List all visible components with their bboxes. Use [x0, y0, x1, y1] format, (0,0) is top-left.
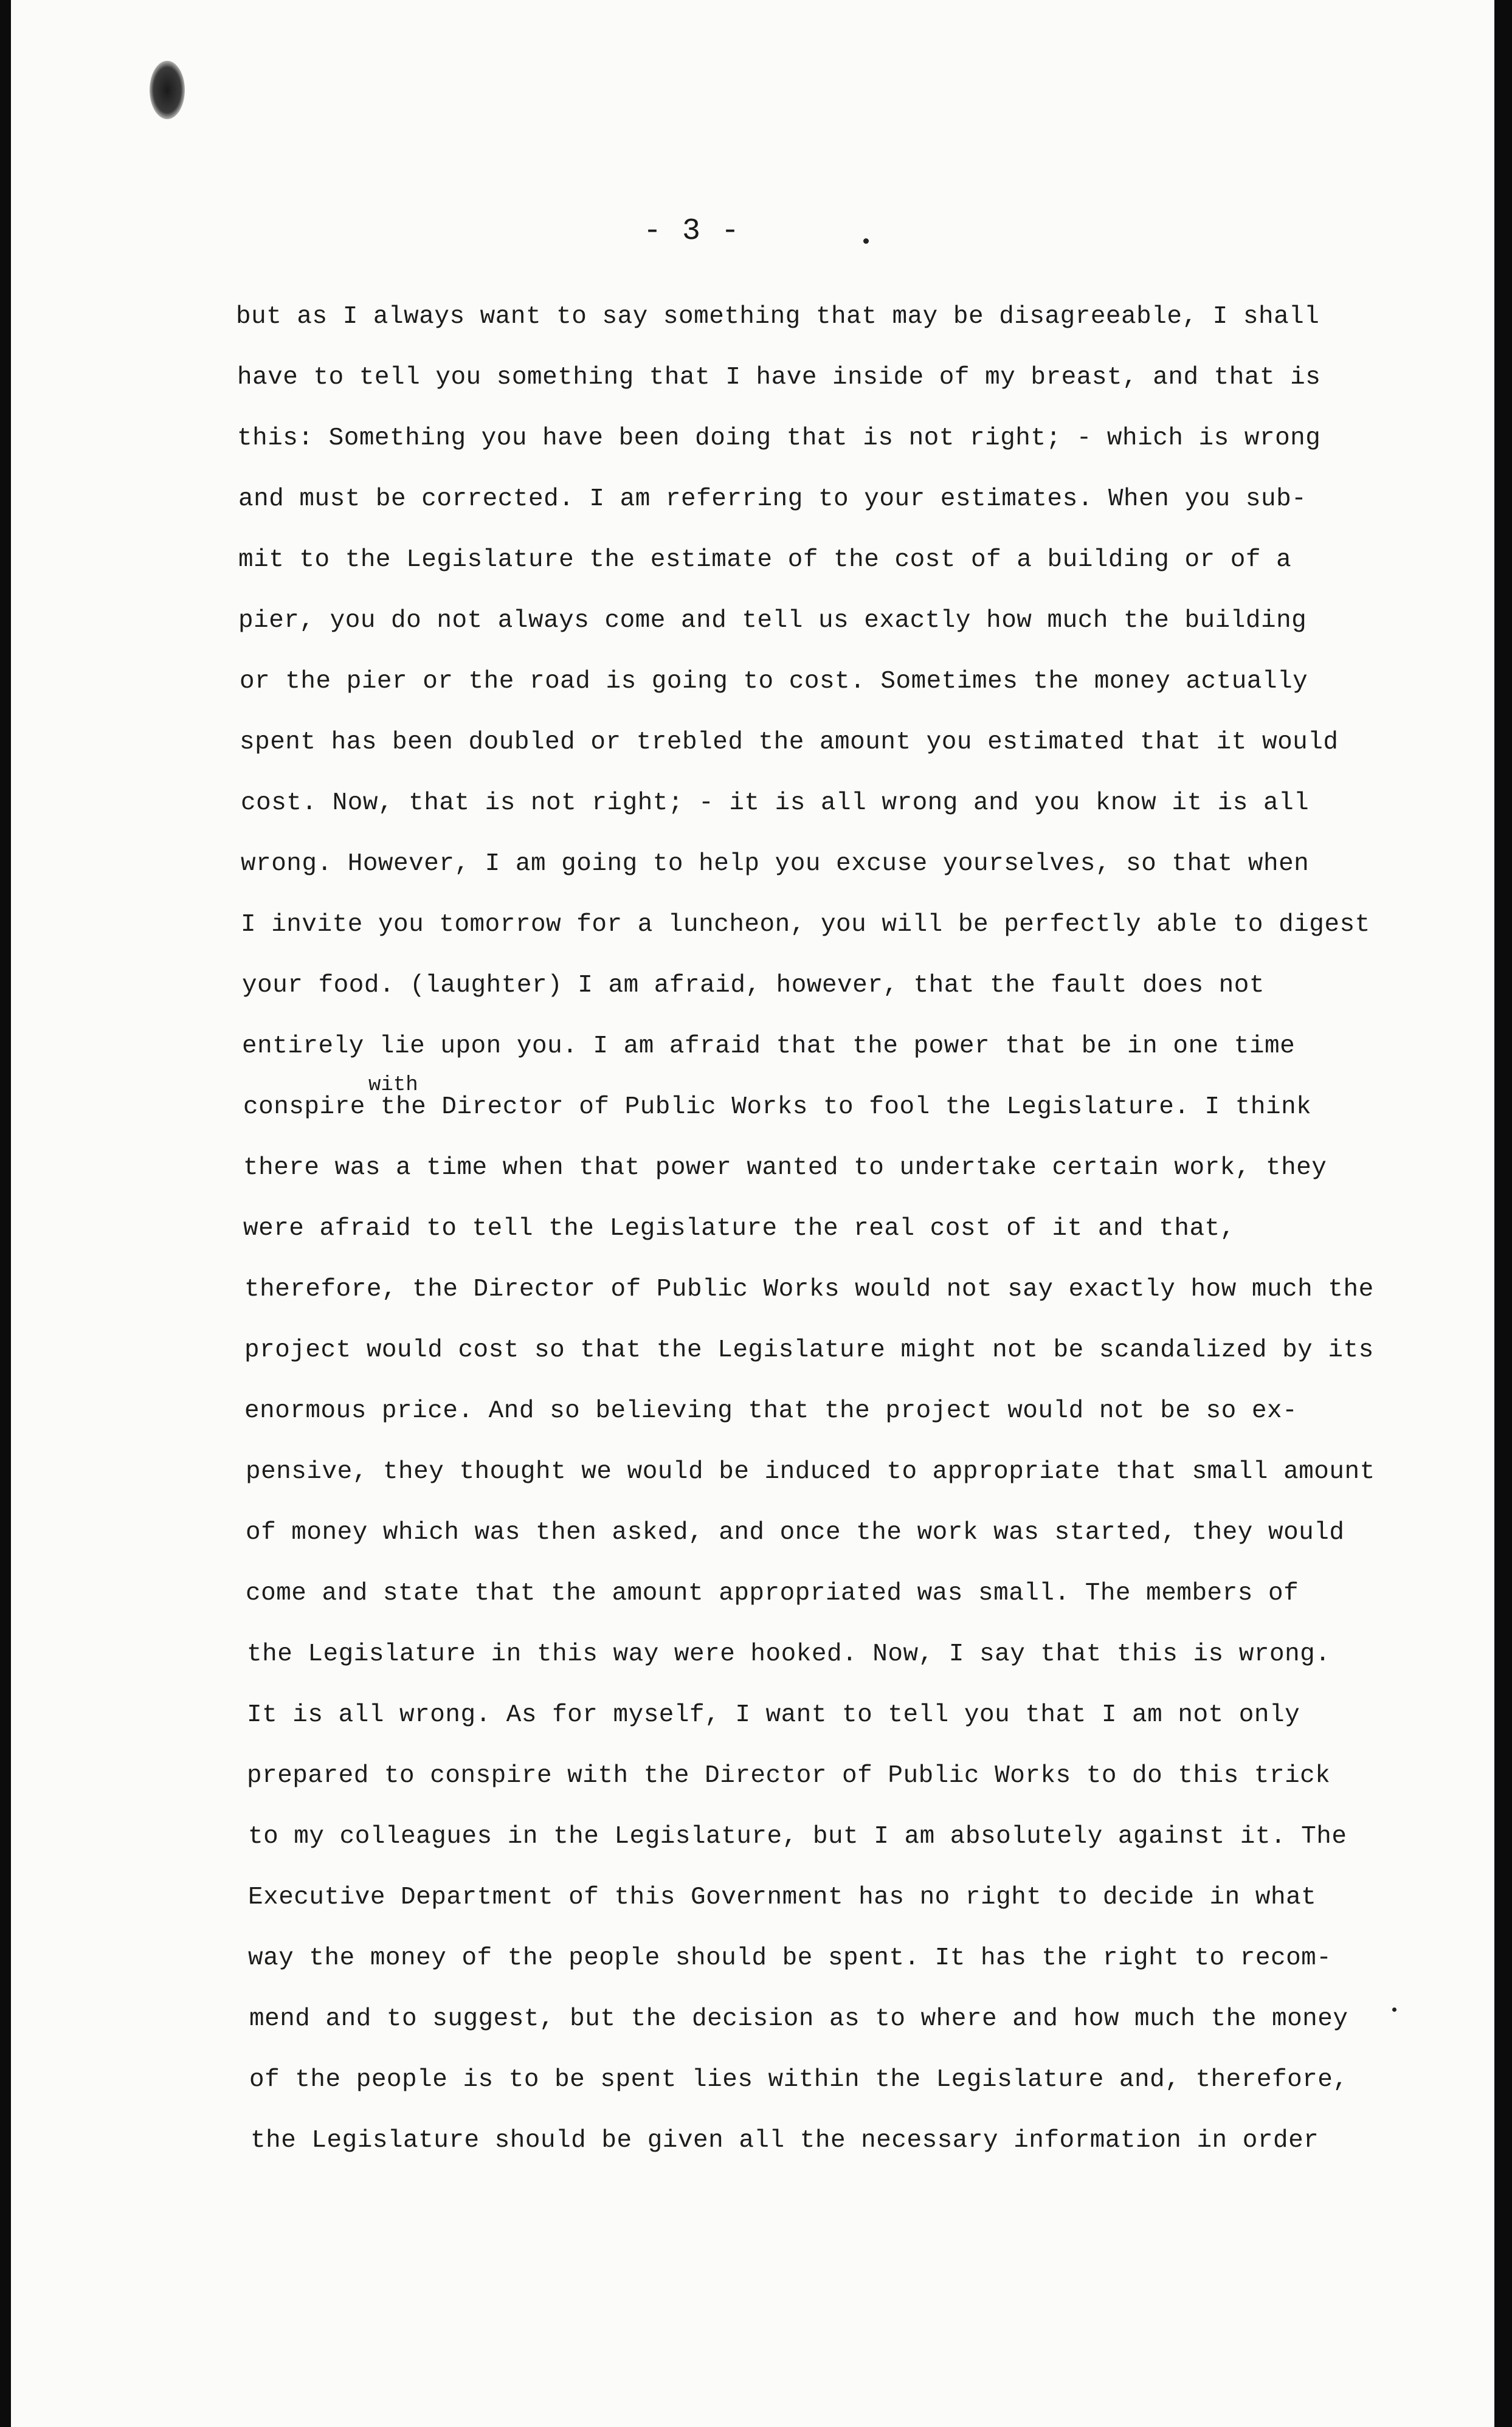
page-number: - 3 - — [643, 214, 741, 249]
text-line: Executive Department of this Government has no right to decide in what — [248, 1883, 1317, 1911]
text-line: pensive, they thought we would be induced to appropriate that small amount — [246, 1458, 1375, 1486]
text-line: spent has been doubled or trebled the amount you estimated that it would — [240, 728, 1339, 756]
text-line: were afraid to tell the Legislature the real cost of it and that, — [243, 1215, 1235, 1243]
text-line: of money which was then asked, and once the work was started, they would — [246, 1519, 1345, 1547]
text-line: cost. Now, that is not right; - it is all wrong and you know it is all — [241, 789, 1310, 817]
text-line: project would cost so that the Legislature might not be scandalized by its — [244, 1336, 1374, 1364]
text-line: and must be corrected. I am referring to your estimates. When you sub- — [238, 485, 1307, 513]
text-line: pier, you do not always come and tell us exactly how much the building — [238, 607, 1307, 635]
text-line: way the money of the people should be spent. It has the right to recom- — [248, 1944, 1332, 1972]
text-line: have to tell you something that I have inside of my breast, and that is — [237, 364, 1321, 392]
text-line: or the pier or the road is going to cost. Sometimes the money actually — [240, 668, 1308, 696]
scan-border-right — [1494, 0, 1512, 2427]
text-line: wrong. However, I am going to help you excuse yourselves, so that when — [241, 850, 1310, 878]
text-line: conspire the Director of Public Works to fool the Legislature. I think — [243, 1093, 1312, 1121]
scan-border-left — [0, 0, 11, 2427]
text-line: this: Something you have been doing that is not right; - which is wrong — [237, 424, 1321, 452]
text-line: I invite you tomorrow for a luncheon, you will be perfectly able to digest — [241, 911, 1370, 939]
text-line: It is all wrong. As for myself, I want to tell you that I am not only — [247, 1701, 1300, 1729]
ink-speck — [1392, 2008, 1396, 2012]
text-line: therefore, the Director of Public Works would not say exactly how much the — [244, 1276, 1374, 1303]
text-line: of the people is to be spent lies within the Legislature and, therefore, — [249, 2066, 1348, 2094]
text-line: entirely lie upon you. I am afraid that the power that be in one time — [242, 1032, 1296, 1060]
text-line: the Legislature in this way were hooked. Now, I say that this is wrong. — [247, 1640, 1331, 1668]
text-line: to my colleagues in the Legislature, but I am absolutely against it. The — [248, 1823, 1347, 1851]
document-page — [11, 0, 1494, 2427]
ink-speck — [863, 238, 869, 244]
text-line: but as I always want to say something that may be disagreeable, I shall — [236, 303, 1320, 331]
punch-hole-mark — [150, 61, 185, 119]
text-line: prepared to conspire with the Director of Public Works to do this trick — [247, 1762, 1331, 1790]
text-line: there was a time when that power wanted to undertake certain work, they — [243, 1154, 1327, 1182]
text-line: your food. (laughter) I am afraid, however, that the fault does not — [242, 972, 1265, 999]
text-line: mend and to suggest, but the decision as to where and how much the money — [249, 2005, 1348, 2033]
text-line: mit to the Legislature the estimate of the cost of a building or of a — [238, 546, 1292, 574]
text-line: enormous price. And so believing that the project would not be so ex- — [244, 1397, 1298, 1425]
text-line: come and state that the amount appropriated was small. The members of — [246, 1579, 1299, 1607]
interlinear-insertion: with — [368, 1074, 418, 1097]
text-line: the Legislature should be given all the necessary information in order — [250, 2127, 1319, 2155]
